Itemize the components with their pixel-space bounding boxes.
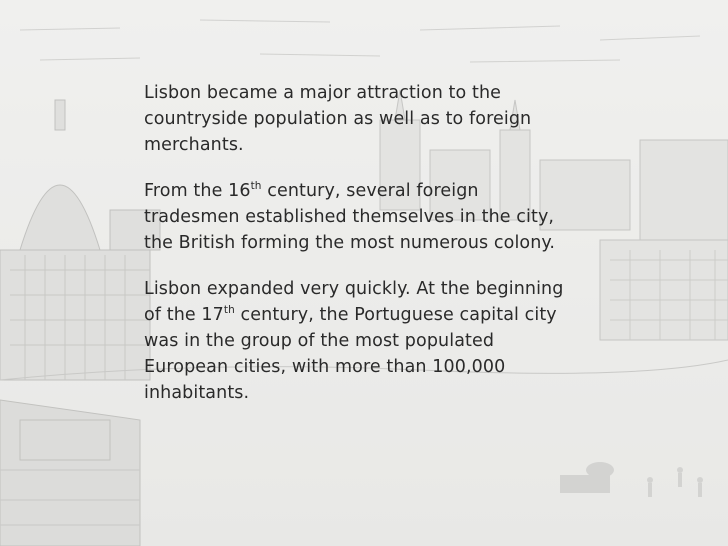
text-line: the British forming the most numerous colony. xyxy=(144,233,556,253)
text-line xyxy=(144,302,644,328)
text-segment: of the 17 xyxy=(144,305,224,325)
text-segment: century, several foreign xyxy=(261,181,479,201)
text-line: Lisbon became a major attraction to the xyxy=(144,83,502,103)
text-line: Lisbon expanded very quickly. At the beginning xyxy=(144,279,564,299)
text-line: European cities, with more than 100,000 xyxy=(144,357,506,377)
paragraph-2 xyxy=(144,178,644,256)
superscript: th xyxy=(223,304,235,316)
text-segment: century, the Portuguese capital city xyxy=(234,305,557,325)
text-body xyxy=(144,80,644,426)
paragraph-1 xyxy=(144,80,644,158)
text-line xyxy=(144,178,644,204)
text-line: merchants. xyxy=(144,135,244,155)
text-line: inhabitants. xyxy=(144,383,250,403)
text-line: tradesmen established themselves in the city, xyxy=(144,207,555,227)
text-segment: From the 16 xyxy=(144,181,251,201)
text-line: was in the group of the most populated xyxy=(144,331,495,351)
text-line: countryside population as well as to foreign xyxy=(144,109,532,129)
paragraph-3 xyxy=(144,276,644,406)
superscript: th xyxy=(250,180,262,192)
